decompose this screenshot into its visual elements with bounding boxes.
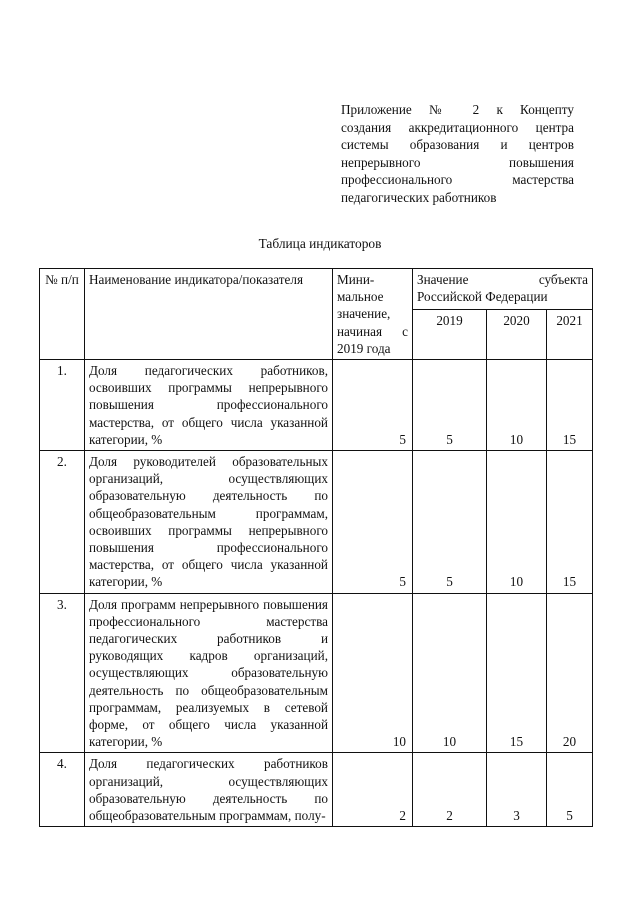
row-min: 10 xyxy=(333,593,413,753)
indicators-table xyxy=(39,268,593,827)
row-min: 5 xyxy=(333,451,413,594)
header-year: 2021 xyxy=(547,310,593,360)
header-year: 2019 xyxy=(413,310,487,360)
row-num: 2. xyxy=(40,451,85,594)
appendix-line: непрерывного повышения xyxy=(341,154,574,170)
appendix-line: педагогических работников xyxy=(341,189,497,205)
row-value-2019: 10 xyxy=(413,593,487,753)
appendix-note xyxy=(341,101,574,207)
table-row xyxy=(40,593,593,753)
table-row xyxy=(40,753,593,827)
row-value-2020: 3 xyxy=(487,753,547,827)
row-value-2020: 10 xyxy=(487,360,547,451)
row-name: Доля педагогических работников организаций, осуществляющих образовательную деятельность по общеобразовательным программам, полу- xyxy=(85,753,333,827)
header-row xyxy=(40,269,593,310)
table-row xyxy=(40,360,593,451)
row-num: 1. xyxy=(40,360,85,451)
row-value-2021: 15 xyxy=(547,360,593,451)
row-num: 4. xyxy=(40,753,85,827)
appendix-line: системы образования и центров xyxy=(341,137,574,153)
header-value-group: Значение субъекта Российской Федерации xyxy=(413,269,593,310)
row-value-2021: 15 xyxy=(547,451,593,594)
row-value-2021: 20 xyxy=(547,593,593,753)
row-num: 3. xyxy=(40,593,85,753)
header-min: Мини-мальное значение, начиная с 2019 года xyxy=(333,269,413,360)
table-row xyxy=(40,451,593,594)
row-value-2020: 15 xyxy=(487,593,547,753)
appendix-line: профессионального мастерства xyxy=(341,172,574,188)
row-value-2019: 5 xyxy=(413,451,487,594)
appendix-line: создания аккредитационного центра xyxy=(341,119,574,135)
row-min: 2 xyxy=(333,753,413,827)
row-min: 5 xyxy=(333,360,413,451)
header-num: № п/п xyxy=(40,269,85,360)
row-value-2021: 5 xyxy=(547,753,593,827)
header-year: 2020 xyxy=(487,310,547,360)
appendix-line: Приложение № 2 к Концепту xyxy=(341,102,574,117)
header-name: Наименование индикатора/показателя xyxy=(85,269,333,360)
row-name: Доля педагогических работников, освоивших программы непрерывного повышения профессионального мастерства, от общего числа указанной категории, % xyxy=(85,360,333,451)
row-name: Доля программ непрерывного повышения профессионального мастерства педагогических работников и руководящих кадров организаций, осуществляющих образовательную деятельность по общеобразовательным программам, реализуемых в сетевой форме, от общего числа указанной категории, % xyxy=(85,593,333,753)
row-name: Доля руководителей образовательных организаций, осуществляющих образовательную деятельность по общеобразовательным программам, освоивших программы непрерывного повышения профессионального мастерства, от общего числа указанной категории, % xyxy=(85,451,333,594)
table-title: Таблица индикаторов xyxy=(258,236,382,251)
row-value-2019: 2 xyxy=(413,753,487,827)
row-value-2019: 5 xyxy=(413,360,487,451)
row-value-2020: 10 xyxy=(487,451,547,594)
